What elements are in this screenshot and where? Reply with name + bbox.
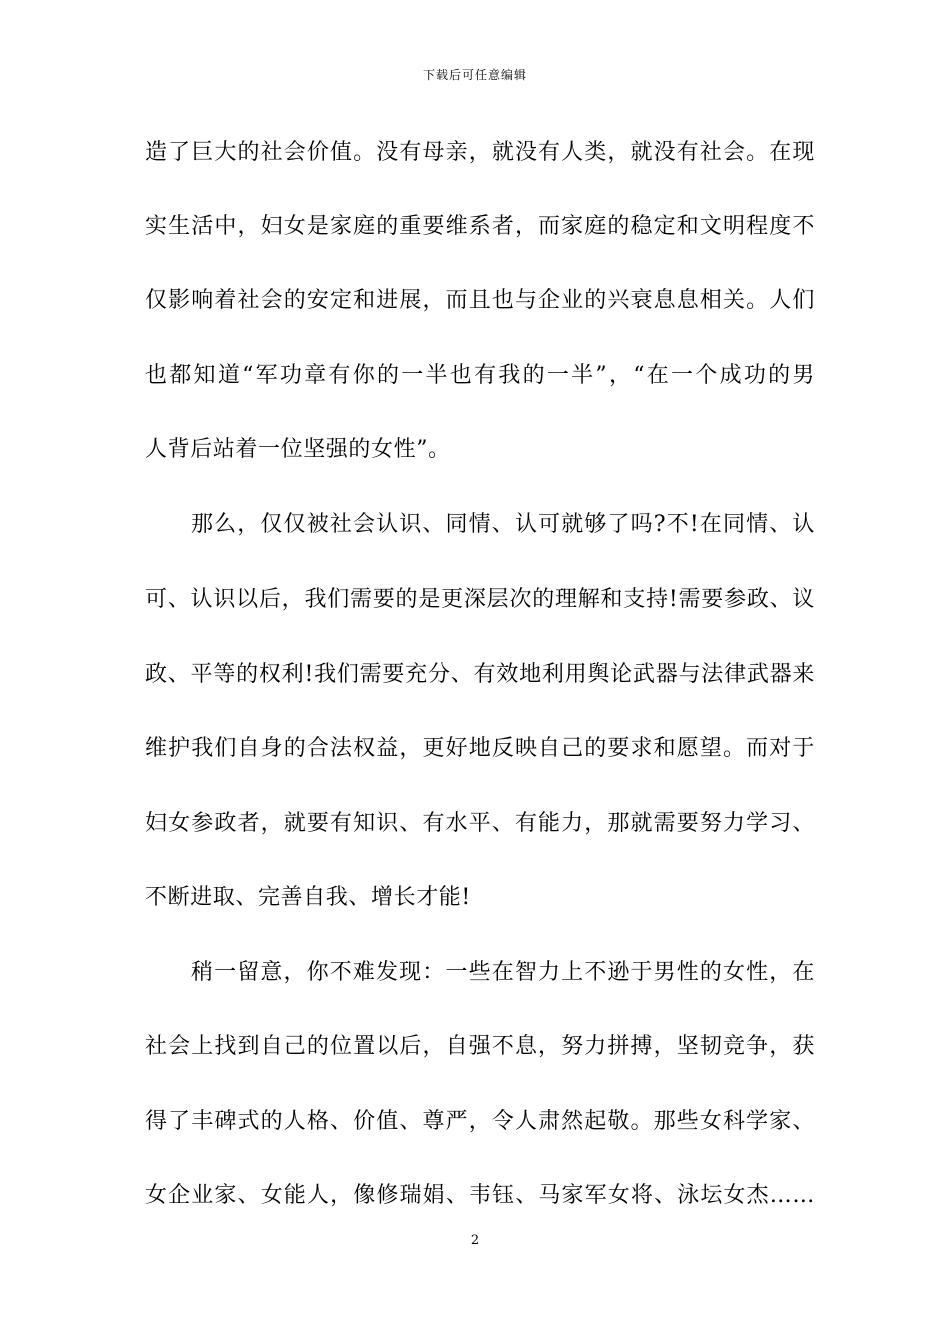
- page-header: 下载后可任意编辑: [422, 68, 527, 82]
- text-line: 仅影响着社会的安定和进展，而且也与企业的兴衰息息相关。人们: [145, 288, 815, 313]
- text-line: 人背后站着一位坚强的女性”。: [145, 437, 451, 462]
- text-line: 不断进取、完善自我、增长才能!: [145, 885, 471, 910]
- text-line: 造了巨大的社会价值。没有母亲，就没有人类，就没有社会。在现: [145, 140, 815, 165]
- text-line: 政、平等的权利!我们需要充分、有效地利用舆论武器与法律武器来: [145, 662, 815, 687]
- text-line: 也都知道“军功章有你的一半也有我的一半”，“在一个成功的男: [145, 363, 815, 388]
- text-line: 实生活中，妇女是家庭的重要维系者，而家庭的稳定和文明程度不: [145, 214, 815, 239]
- text-line: 可、认识以后，我们需要的是更深层次的理解和支持!需要参政、议: [145, 587, 815, 612]
- page-number: 2: [470, 1233, 480, 1248]
- text-line: 得了丰碑式的人格、价值、尊严，令人肃然起敬。那些女科学家、: [145, 1109, 815, 1134]
- text-line: 女企业家、女能人，像修瑞娟、韦钰、马家军女将、泳坛女杰……: [145, 1183, 815, 1208]
- text-line: 维护我们自身的合法权益，更好地反映自己的要求和愿望。而对于: [145, 736, 815, 761]
- text-line: 妇女参政者，就要有知识、有水平、有能力，那就需要努力学习、: [145, 811, 815, 836]
- text-line: 稍一留意，你不难发现：一些在智力上不逊于男性的女性，在: [191, 960, 815, 985]
- text-line: 社会上找到自己的位置以后，自强不息，努力拼搏，坚韧竞争，获: [145, 1034, 815, 1059]
- text-line: 那么，仅仅被社会认识、同情、认可就够了吗?不!在同情、认: [191, 512, 815, 537]
